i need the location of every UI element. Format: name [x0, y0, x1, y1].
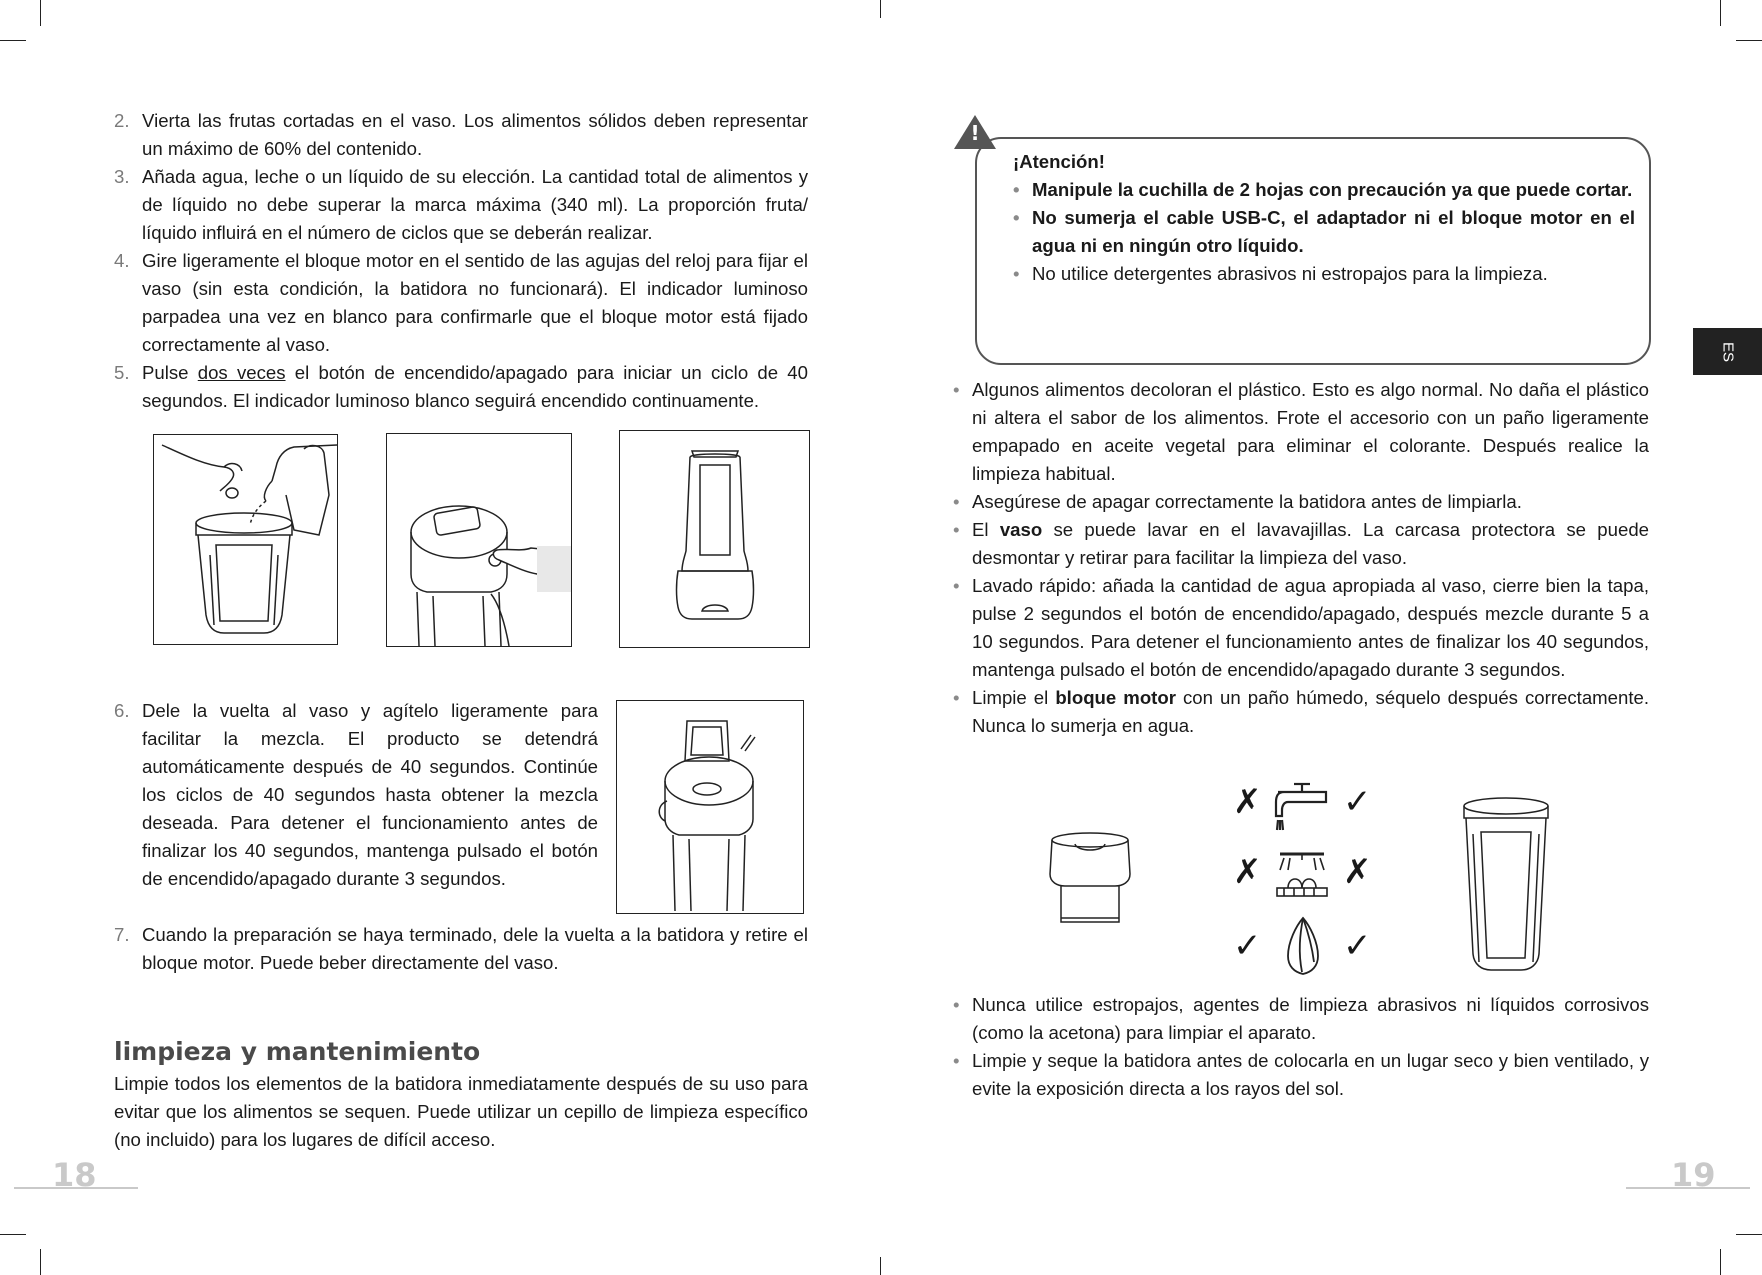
warning-item: [1013, 176, 1635, 204]
bullet-text: Asegúrese de apagar correctamente la batidora antes de limpiarla.: [972, 491, 1522, 512]
motor-block-illustration: [1047, 830, 1133, 926]
warning-content: [1013, 148, 1635, 288]
section-body: Limpie todos los elementos de la batidora inmediatamente después de su uso para evitar que los alimentos se sequen. Puede utilizar un cepillo de limpieza específico (no incluido) para los lugares de difícil acceso.: [114, 1073, 808, 1150]
step-text-underlined: dos veces: [197, 362, 286, 383]
bullet-text-post: con un paño húmedo, séquelo después correctamente. Nunca lo sumerja en agua.: [972, 687, 1650, 736]
motor-mark-dishwasher: ✗: [1233, 853, 1262, 891]
step-text: Gire ligeramente el bloque motor en el sentido de las agujas del reloj para fijar el vaso (sin esta condición, la batidora no funcionará). El indicador luminoso parpadea una vez en blanco para confirmarle que el bloque motor está fijado correctamente al vaso.: [142, 250, 808, 355]
bullet-item: [953, 572, 1649, 684]
bullet-item: [953, 991, 1649, 1047]
step-number: 2.: [114, 110, 130, 131]
section-title: limpieza y mantenimiento: [114, 1037, 481, 1066]
tap-icon: [1274, 780, 1330, 832]
bullet-text: Nunca utilice estropajos, agentes de limpieza abrasivos ni líquidos corrosivos (como la acetona) para limpiar el aparato.: [972, 994, 1649, 1043]
step-text: Cuando la preparación se haya terminado, dele la vuelta a la batidora y retire el bloque motor. Puede beber directamente del vaso.: [142, 924, 808, 973]
warning-item-text: Manipule la cuchilla de 2 hojas con precaución ya que puede cortar.: [1032, 179, 1633, 200]
bullet-text: Limpie y seque la batidora antes de colocarla en un lugar seco y bien ventilado, y evite la exposición directa a los rayos del sol.: [972, 1050, 1649, 1099]
step-text: Añada agua, leche o un líquido de su elección. La cantidad total de alimentos y de líquido no debe superar la marca máxima (340 ml). La proporción fruta/ líquido influirá en el número de ciclos que se deberán realizar.: [142, 166, 808, 243]
bullet-text-bold: bloque motor: [1055, 687, 1176, 708]
figure-pouring-ingredients: [153, 434, 338, 645]
steps-list-a: [114, 107, 808, 415]
jar-mark-cloth: ✓: [1343, 927, 1372, 965]
pouring-illustration: [154, 435, 337, 644]
assembled-blender-illustration: [620, 431, 809, 647]
bullet-item: [953, 488, 1649, 516]
bullet-text-pre: Limpie el: [972, 687, 1056, 708]
motor-mark-cloth: ✓: [1233, 927, 1262, 965]
warning-item: [1013, 260, 1635, 288]
dishwasher-icon: [1274, 848, 1330, 900]
cleaning-bullets-b: [953, 991, 1649, 1103]
warning-item: [1013, 204, 1635, 260]
motor-mark-tap: ✗: [1233, 783, 1262, 821]
bullet-item: [953, 684, 1649, 740]
cloth-icon: [1284, 916, 1322, 976]
button-press-illustration: [387, 434, 571, 646]
steps-list-b: [114, 697, 598, 893]
step-number: 4.: [114, 250, 130, 271]
figure-pressing-button: [386, 433, 572, 647]
warning-item-text: No sumerja el cable USB-C, el adaptador ni el bloque motor en el agua ni en ningún otro líquido.: [1032, 207, 1635, 256]
bullet-text: Lavado rápido: añada la cantidad de agua apropiada al vaso, cierre bien la tapa, pulse 2 segundos el botón de encendido/apagado, después mezcle durante 5 a 10 segundos. Para detener el funcionamiento antes de finalizar los 40 segundos, mantenga pulsado el botón de encendido/apagado durante 3 segundos.: [972, 575, 1649, 680]
figure-shaking-blender: [616, 700, 804, 914]
bullet-text-post: se puede lavar en el lavavajillas. La carcasa protectora se puede desmontar y retirar para facilitar la limpieza del vaso.: [972, 519, 1649, 568]
step-number: 5.: [114, 362, 130, 383]
bullet-item: [953, 376, 1649, 488]
step-item: [114, 107, 808, 163]
page-number: 18: [52, 1156, 97, 1194]
step-item: [114, 359, 808, 415]
cleaning-bullets-a: [953, 376, 1649, 740]
bullet-item: [953, 1047, 1649, 1103]
warning-list: [1013, 176, 1635, 288]
jar-illustration: [1457, 794, 1555, 974]
step-item: [114, 697, 598, 893]
step-text: Dele la vuelta al vaso y agítelo ligeramente para facilitar la mezcla. El producto se detendrá automáticamente después de 40 segundos. Continúe los ciclos de 40 segundos hasta obtener la mezcla deseada. Para detener el funcionamiento antes de finalizar los 40 segundos, mantenga pulsado el botón de encendido/apagado durante 3 segundos.: [142, 700, 598, 889]
page-number: 19: [1671, 1156, 1716, 1194]
warning-icon-glyph: !: [970, 121, 980, 145]
step-text-post: el botón de encendido/apagado para iniciar un ciclo de 40 segundos. El indicador luminoso blanco seguirá encendido continuamente.: [142, 362, 808, 411]
shaking-illustration: [617, 701, 803, 913]
right-page: [881, 0, 1762, 1275]
step-item: [114, 921, 808, 977]
figure-assembled-blender: [619, 430, 810, 648]
step-text-pre: Pulse: [142, 362, 198, 383]
bullet-text-bold: vaso: [999, 519, 1043, 540]
step-item: [114, 163, 808, 247]
step-text: Vierta las frutas cortadas en el vaso. Los alimentos sólidos deben representar un máximo de 60% del contenido.: [142, 110, 808, 159]
jar-mark-dishwasher: ✗: [1343, 853, 1372, 891]
jar-mark-tap: ✓: [1343, 783, 1372, 821]
step-number: 3.: [114, 166, 130, 187]
step-number: 7.: [114, 924, 130, 945]
language-tab: [1693, 328, 1762, 375]
bullet-text-pre: El: [972, 519, 1000, 540]
warning-title: ¡Atención!: [1013, 151, 1105, 172]
warning-item-text: No utilice detergentes abrasivos ni estropajos para la limpieza.: [1032, 263, 1548, 284]
language-tab-label: ES: [1719, 341, 1736, 362]
steps-list-c: [114, 921, 808, 977]
step-number: 6.: [114, 700, 130, 721]
bullet-item: [953, 516, 1649, 572]
step-item: [114, 247, 808, 359]
bullet-text: Algunos alimentos decoloran el plástico. Esto es algo normal. No daña el plástico ni altera el sabor de los alimentos. Frote el accesorio con un paño ligeramente empapado en aceite vegetal para eliminar el colorante. Después realice la limpieza habitual.: [972, 379, 1649, 484]
